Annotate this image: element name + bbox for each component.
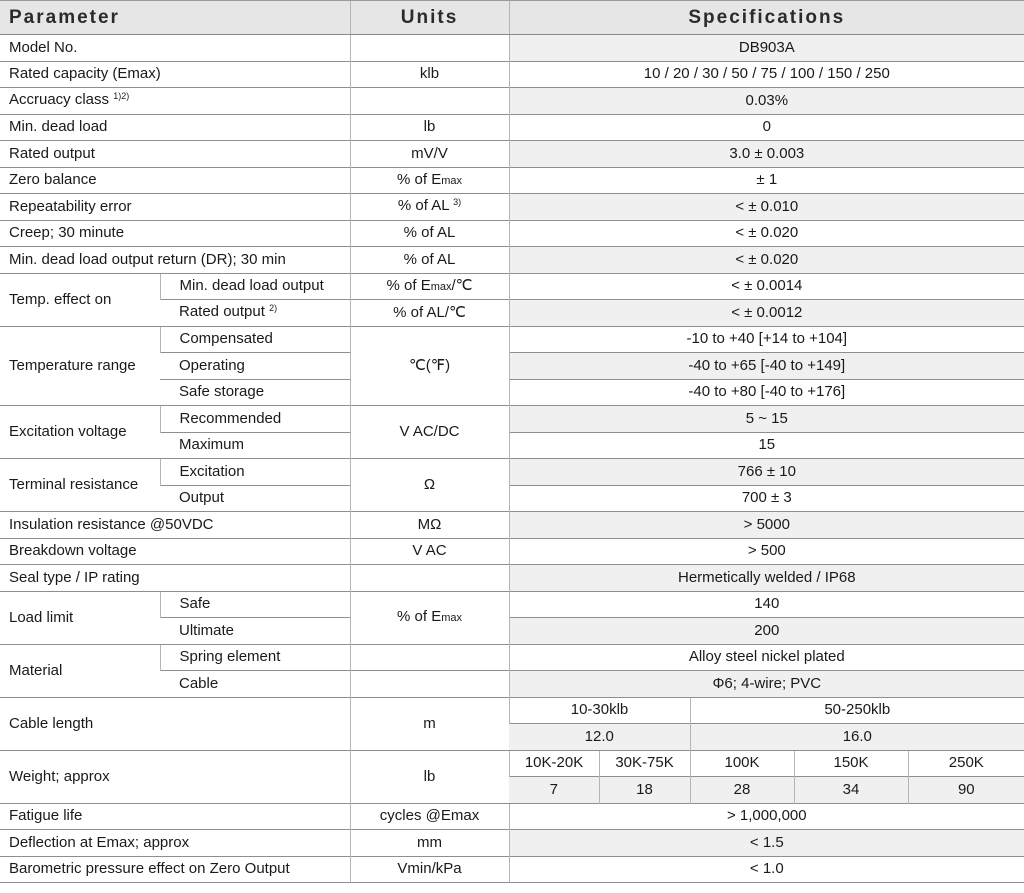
unit-cell: mm <box>350 830 509 857</box>
spec-value: > 1,000,000 <box>509 803 1024 830</box>
table-row-repeatability <box>0 194 1024 221</box>
table-row-zero-balance <box>0 167 1024 194</box>
unit-cell: V AC <box>350 538 509 565</box>
unit-cell <box>350 644 509 671</box>
spec-value: 90 <box>908 777 1024 804</box>
spec-value: 18 <box>599 777 690 804</box>
spec-value: Alloy steel nickel plated <box>509 644 1024 671</box>
spec-subheader: 50-250klb <box>690 697 1024 724</box>
param-label: Cable length <box>0 697 350 750</box>
spec-value: > 500 <box>509 538 1024 565</box>
unit-cell: V AC/DC <box>350 406 509 459</box>
param-label: Rated output <box>0 141 350 168</box>
spec-value: 16.0 <box>690 724 1024 751</box>
spec-value: 5 ~ 15 <box>509 406 1024 433</box>
spec-value: 140 <box>509 591 1024 618</box>
table-row-capacity <box>0 61 1024 88</box>
table-row-material <box>0 644 1024 671</box>
table-row-deflection <box>0 830 1024 857</box>
param-label: Repeatability error <box>0 194 350 221</box>
spec-value: Φ6; 4-wire; PVC <box>509 671 1024 698</box>
table-header-row <box>0 1 1024 35</box>
param-label: Temperature range <box>0 326 160 406</box>
spec-subheader: 10-30klb <box>509 697 690 724</box>
param-label: Load limit <box>0 591 160 644</box>
table-row-rated-output <box>0 141 1024 168</box>
sub-param-label: Recommended <box>160 406 350 433</box>
param-label: Seal type / IP rating <box>0 565 350 592</box>
spec-value: -40 to +65 [-40 to +149] <box>509 353 1024 380</box>
table-row-dead-load-return <box>0 247 1024 274</box>
sub-param-label: Safe storage <box>160 379 350 406</box>
unit-cell: MΩ <box>350 512 509 539</box>
param-label: Rated capacity (Emax) <box>0 61 350 88</box>
table-row-min-dead-load <box>0 114 1024 141</box>
table-row-seal <box>0 565 1024 592</box>
param-label: Terminal resistance <box>0 459 160 512</box>
spec-subheader: 250K <box>908 750 1024 777</box>
spec-value: 15 <box>509 432 1024 459</box>
unit-cell: % of Emax <box>350 591 509 644</box>
param-label: Model No. <box>0 35 350 62</box>
sub-param-label: Min. dead load output <box>160 273 350 300</box>
table-row-excitation-voltage <box>0 406 1024 433</box>
unit-cell: % of AL/℃ <box>350 300 509 327</box>
sub-param-label: Compensated <box>160 326 350 353</box>
unit-cell: m <box>350 697 509 750</box>
spec-value: 28 <box>690 777 794 804</box>
table-row-terminal-resistance <box>0 459 1024 486</box>
param-label: Accruacy class $^{1)2)}$ <box>0 88 350 115</box>
unit-cell: lb <box>350 114 509 141</box>
spec-value: 12.0 <box>509 724 690 751</box>
table-row-model <box>0 35 1024 62</box>
table-row-barometric <box>0 856 1024 883</box>
spec-value: -40 to +80 [-40 to +176] <box>509 379 1024 406</box>
footnote-marker: 3) <box>453 197 462 208</box>
spec-value: 200 <box>509 618 1024 645</box>
table-row-weight <box>0 750 1024 777</box>
table-row-fatigue <box>0 803 1024 830</box>
sub-param-label: Ultimate <box>160 618 350 645</box>
sub-param-label: Safe <box>160 591 350 618</box>
param-label: Temp. effect on <box>0 273 160 326</box>
unit-cell: % of Emax/℃ <box>350 273 509 300</box>
spec-value: < ± 0.010 <box>509 194 1024 221</box>
unit-cell: ℃(℉) <box>350 326 509 406</box>
spec-subheader: 10K-20K <box>509 750 599 777</box>
footnote-marker: 1)2) <box>113 91 130 102</box>
spec-value: -10 to +40 [+14 to +104] <box>509 326 1024 353</box>
param-label: Fatigue life <box>0 803 350 830</box>
unit-cell: % of Emax <box>350 167 509 194</box>
param-label: Excitation voltage <box>0 406 160 459</box>
sub-param-label: Excitation <box>160 459 350 486</box>
spec-value: < ± 0.020 <box>509 247 1024 274</box>
spec-value: < ± 0.020 <box>509 220 1024 247</box>
spec-value: 10 / 20 / 30 / 50 / 75 / 100 / 150 / 250 <box>509 61 1024 88</box>
table-row-insulation <box>0 512 1024 539</box>
spec-value: ± 1 <box>509 167 1024 194</box>
parameter-header: Parameter <box>0 1 350 35</box>
unit-cell: lb <box>350 750 509 803</box>
unit-cell <box>350 88 509 115</box>
unit-cell: cycles @Emax <box>350 803 509 830</box>
unit-cell: % of AL <box>350 247 509 274</box>
table-row-creep <box>0 220 1024 247</box>
units-header: Units <box>350 1 509 35</box>
spec-value: < ± 0.0012 <box>509 300 1024 327</box>
spec-value: DB903A <box>509 35 1024 62</box>
spec-value: < 1.0 <box>509 856 1024 883</box>
param-label: Min. dead load <box>0 114 350 141</box>
param-label: Insulation resistance @50VDC <box>0 512 350 539</box>
table-row-accuracy <box>0 88 1024 115</box>
unit-cell <box>350 671 509 698</box>
spec-value: < 1.5 <box>509 830 1024 857</box>
param-label: Barometric pressure effect on Zero Output <box>0 856 350 883</box>
table-row-cable-length <box>0 697 1024 724</box>
param-label: Weight; approx <box>0 750 350 803</box>
spec-value: 7 <box>509 777 599 804</box>
spec-value: 34 <box>794 777 908 804</box>
table-row-breakdown <box>0 538 1024 565</box>
spec-subheader: 150K <box>794 750 908 777</box>
param-label: Zero balance <box>0 167 350 194</box>
param-label: Min. dead load output return (DR); 30 min <box>0 247 350 274</box>
param-label: Deflection at Emax; approx <box>0 830 350 857</box>
unit-cell: Ω <box>350 459 509 512</box>
footnote-marker: 2) <box>269 303 278 314</box>
table-row-load-limit <box>0 591 1024 618</box>
spec-value: 0.03% <box>509 88 1024 115</box>
unit-cell: Vmin/kPa <box>350 856 509 883</box>
sub-param-label: Maximum <box>160 432 350 459</box>
spec-subheader: 30K-75K <box>599 750 690 777</box>
unit-cell <box>350 35 509 62</box>
spec-value: > 5000 <box>509 512 1024 539</box>
spec-value: 766 ± 10 <box>509 459 1024 486</box>
unit-cell: % of AL $^{3)}$ <box>350 194 509 221</box>
param-label: Creep; 30 minute <box>0 220 350 247</box>
table-row-temp-effect <box>0 273 1024 300</box>
unit-cell: klb <box>350 61 509 88</box>
param-label: Breakdown voltage <box>0 538 350 565</box>
sub-param-label: Spring element <box>160 644 350 671</box>
sub-param-label: Operating <box>160 353 350 380</box>
param-label: Material <box>0 644 160 697</box>
specifications-header: Specifications <box>509 1 1024 35</box>
unit-cell: mV/V <box>350 141 509 168</box>
sub-param-label: Rated output $^{2)}$ <box>160 300 350 327</box>
unit-cell: % of AL <box>350 220 509 247</box>
sub-param-label: Output <box>160 485 350 512</box>
spec-subheader: 100K <box>690 750 794 777</box>
spec-value: 700 ± 3 <box>509 485 1024 512</box>
sub-param-label: Cable <box>160 671 350 698</box>
spec-value: 0 <box>509 114 1024 141</box>
table-row-temp-range <box>0 326 1024 353</box>
unit-cell <box>350 565 509 592</box>
spec-value: < ± 0.0014 <box>509 273 1024 300</box>
spec-value: 3.0 ± 0.003 <box>509 141 1024 168</box>
spec-value: Hermetically welded / IP68 <box>509 565 1024 592</box>
